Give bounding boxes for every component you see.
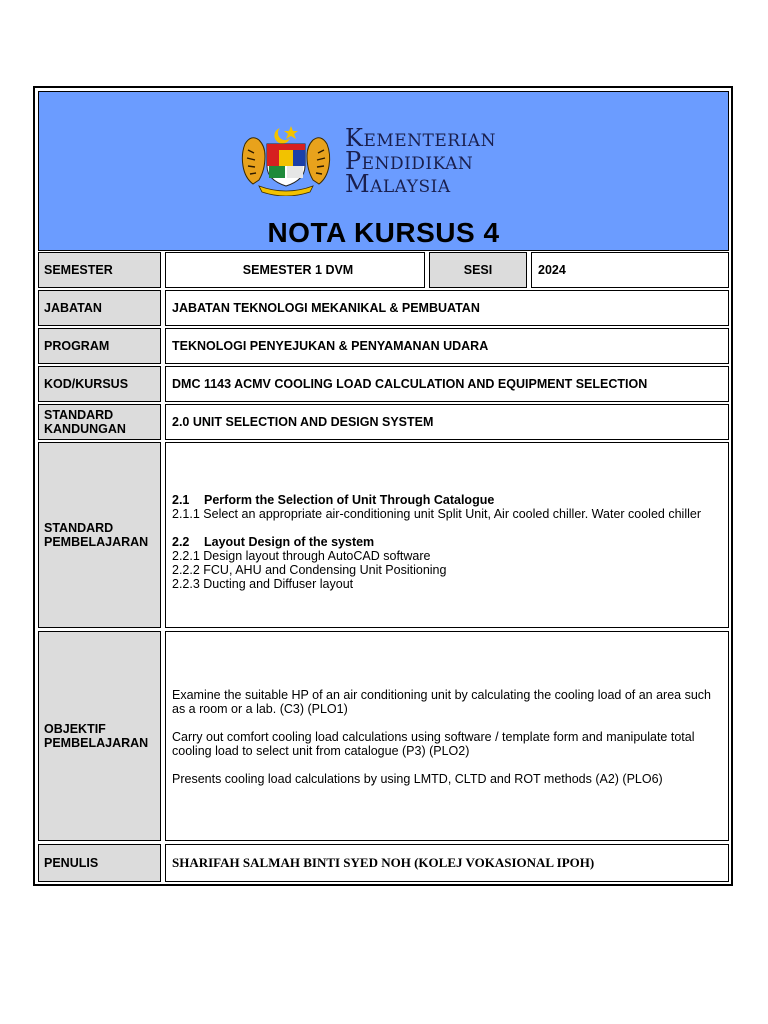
- objektif-pembelajaran-content: [165, 631, 729, 841]
- kod-kursus-value: DMC 1143 ACMV COOLING LOAD CALCULATION AND EQUIPMENT SELECTION: [165, 366, 729, 402]
- section-2-1-heading: [172, 493, 728, 507]
- section-2-2-1-item: 2.2.1 Design layout through AutoCAD software: [172, 549, 431, 563]
- section-2-2-number: 2.2: [172, 535, 190, 549]
- ministry-line-2-rest: ENDIDIKAN: [361, 154, 474, 174]
- row-standard-kandungan: [38, 404, 729, 440]
- row-semester: [38, 252, 729, 288]
- header-banner: [38, 91, 729, 251]
- section-2-1-title: Perform the Selection of Unit Through Catalogue: [204, 493, 495, 507]
- objective-2: Carry out comfort cooling load calculations using software / template form and manipulate total cooling load to select unit from catalogue (P3) (PLO2): [172, 730, 695, 758]
- row-penulis: [38, 844, 729, 882]
- objektif-pembelajaran-label-line2: PEMBELAJARAN: [44, 736, 149, 750]
- jabatan-label: JABATAN: [38, 290, 161, 326]
- standard-kandungan-label: [38, 404, 161, 440]
- row-program: [38, 328, 729, 364]
- objektif-pembelajaran-label-line1: OBJEKTIF: [44, 722, 106, 736]
- sesi-label: SESI: [429, 252, 527, 288]
- ministry-name: [345, 124, 496, 198]
- sesi-value: 2024: [531, 252, 729, 288]
- program-label: PROGRAM: [38, 328, 161, 364]
- ministry-line-3-rest: ALAYSIA: [370, 177, 451, 197]
- objective-1: Examine the suitable HP of an air conditioning unit by calculating the cooling load of an area such as a room or a lab. (C3) (PLO1): [172, 688, 712, 716]
- ministry-line-1-rest: EMENTERIAN: [363, 131, 496, 151]
- semester-value: SEMESTER 1 DVM: [165, 252, 425, 288]
- standard-pembelajaran-label-line2: PEMBELAJARAN: [44, 535, 149, 549]
- coat-of-arms-icon: [239, 124, 333, 196]
- section-2-2-3-item: 2.2.3 Ducting and Diffuser layout: [172, 577, 354, 591]
- objektif-pembelajaran-label: [38, 631, 161, 841]
- section-2-1-1-item: 2.1.1 Select an appropriate air-conditioning unit Split Unit, Air cooled chiller. Water cooled chiller: [172, 507, 701, 521]
- penulis-value: SHARIFAH SALMAH BINTI SYED NOH (KOLEJ VOKASIONAL IPOH): [165, 844, 729, 882]
- section-2-2-heading: [172, 535, 728, 549]
- semester-label: SEMESTER: [38, 252, 161, 288]
- standard-kandungan-value: 2.0 UNIT SELECTION AND DESIGN SYSTEM: [165, 404, 729, 440]
- kod-kursus-label: KOD/KURSUS: [38, 366, 161, 402]
- page-title: NOTA KURSUS 4: [267, 217, 500, 248]
- section-2-2-2-item: 2.2.2 FCU, AHU and Condensing Unit Positioning: [172, 563, 447, 577]
- standard-pembelajaran-content: [165, 442, 729, 628]
- course-note-table: [33, 86, 733, 886]
- row-kod-kursus: [38, 366, 729, 402]
- standard-pembelajaran-label: [38, 442, 161, 628]
- row-objektif-pembelajaran: [38, 631, 729, 841]
- section-2-1-number: 2.1: [172, 493, 190, 507]
- ministry-line-3: MALAYSIA: [345, 170, 451, 198]
- row-standard-pembelajaran: [38, 442, 729, 628]
- penulis-label: PENULIS: [38, 844, 161, 882]
- ministry-line-2: PENDIDIKAN: [345, 147, 474, 175]
- standard-kandungan-label-line1: STANDARD: [44, 408, 114, 422]
- objective-3: Presents cooling load calculations by using LMTD, CLTD and ROT methods (A2) (PLO6): [172, 772, 663, 786]
- section-2-2-title: Layout Design of the system: [204, 535, 375, 549]
- program-value: TEKNOLOGI PENYEJUKAN & PENYAMANAN UDARA: [165, 328, 729, 364]
- jabatan-value: JABATAN TEKNOLOGI MEKANIKAL & PEMBUATAN: [165, 290, 729, 326]
- standard-kandungan-label-line2: KANDUNGAN: [44, 422, 126, 436]
- row-jabatan: [38, 290, 729, 326]
- ministry-line-1: KEMENTERIAN: [345, 124, 496, 152]
- standard-pembelajaran-label-line1: STANDARD: [44, 521, 114, 535]
